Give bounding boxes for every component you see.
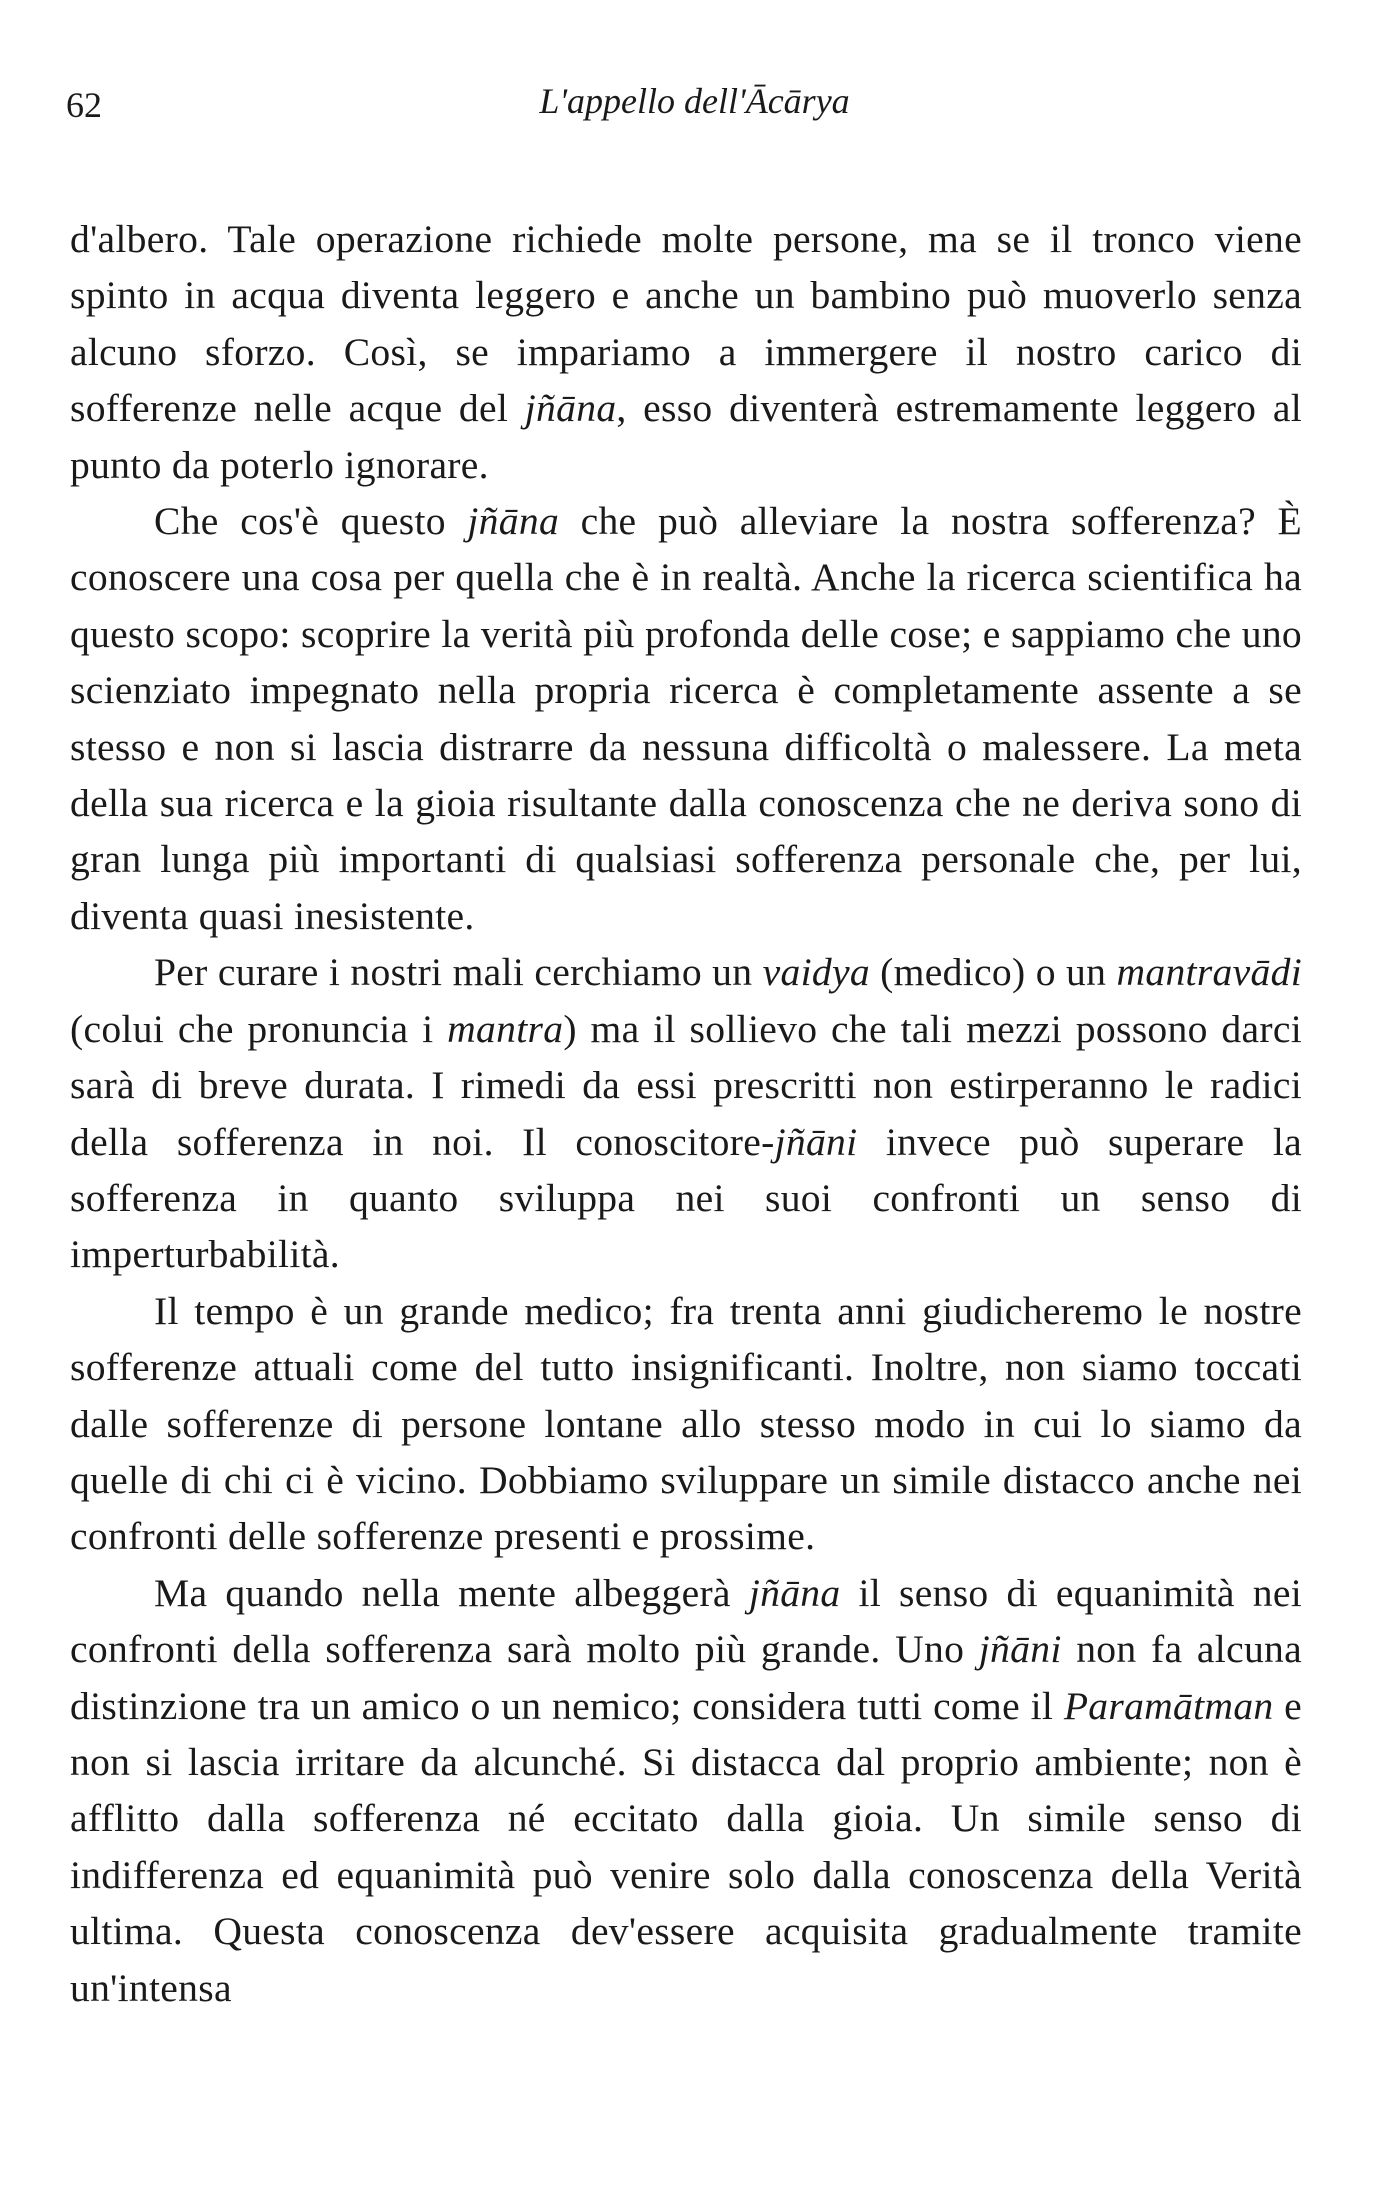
italic-term: jñāni (774, 1119, 858, 1164)
italic-term: vaidya (762, 950, 870, 995)
text-span: che può alleviare la nostra sofferenza? È conoscere una cosa per quella che è in realtà. Anche la ricerca scientifica ha questo scopo: scoprire la verità più profonda delle cose; e sappiamo che uno scienziato impegnato nella propria ricerca è completamente assente a se stesso e non si lascia distrarre da nessuna difficoltà o malessere. La meta della sua ricerca e la gioia risultante dalla conoscenza che ne deriva sono di gran lunga più importanti di qualsiasi sofferenza personale che, per lui, diventa quasi inesistente. (70, 499, 1302, 938)
italic-term: Paramātman (1063, 1683, 1274, 1728)
text-span: non fa alcuna distinzione tra un amico o un nemico; considera tutti come il (70, 1627, 1303, 1728)
italic-term: mantravādi (1116, 950, 1302, 995)
text-span: Ma quando nella mente albeggerà (154, 1570, 749, 1615)
italic-term: jñāna (748, 1570, 841, 1615)
paragraph (70, 493, 1302, 944)
paragraph (70, 1565, 1302, 2016)
text-span: d'albero. Tale operazione richiede molte persone, ma se il tronco viene spinto in acqua diventa leggero e anche un bambino può muoverlo senza alcuno sforzo. Così, se impariamo a immergere il nostro carico di sofferenze nelle acque del (70, 217, 1302, 431)
text-span: il senso di equanimità nei confronti della sofferenza sarà molto più grande. Uno (70, 1570, 1302, 1672)
text-span: e non si lascia irritare da alcunché. Si distacca dal proprio ambiente; non è afflitto dalla sofferenza né eccitato dalla gioia. Un simile senso di indifferenza ed equanimità può venire solo dalla conoscenza della Verità ultima. Questa conoscenza dev'essere acquisita gradualmente tramite un'intensa (70, 1683, 1302, 2010)
italic-term: jñāna (524, 386, 617, 431)
paragraph (70, 944, 1302, 1282)
page-number: 62 (66, 85, 102, 125)
text-span: (medico) o un (869, 950, 1117, 995)
italic-term: jñāni (978, 1627, 1062, 1672)
running-header: L'appello dell'Ācārya (539, 81, 850, 121)
italic-term: mantra (447, 1006, 564, 1051)
text-span: (colui che pronuncia i (70, 1006, 448, 1051)
body-text (70, 211, 1302, 2016)
text-span: Che cos'è questo (154, 499, 468, 544)
text-span: Il tempo è un grande medico; fra trenta anni giudicheremo le nostre sofferenze attuali come del tutto insignificanti. Inoltre, non siamo toccati dalle sofferenze di persone lontane allo stesso modo in cui lo siamo da quelle di chi ci è vicino. Dobbiamo sviluppare un simile distacco anche nei confronti delle sofferenze presenti e prossime. (70, 1288, 1302, 1559)
text-span: , esso diventerà estremamente leggero al punto da poterlo ignorare. (70, 386, 1302, 487)
text-span: Per curare i nostri mali cerchiamo un (154, 950, 763, 995)
paragraph (70, 1283, 1302, 1565)
italic-term: jñāna (467, 499, 560, 544)
paragraph (70, 211, 1302, 493)
text-span: ) ma il sollievo che tali mezzi possono darci sarà di breve durata. I rimedi da essi prescritti non estirperanno le radici della sofferenza in noi. Il conoscitore- (70, 1006, 1302, 1164)
text-span: invece può superare la sofferenza in quanto sviluppa nei suoi confronti un senso di imperturbabilità. (70, 1119, 1302, 1277)
